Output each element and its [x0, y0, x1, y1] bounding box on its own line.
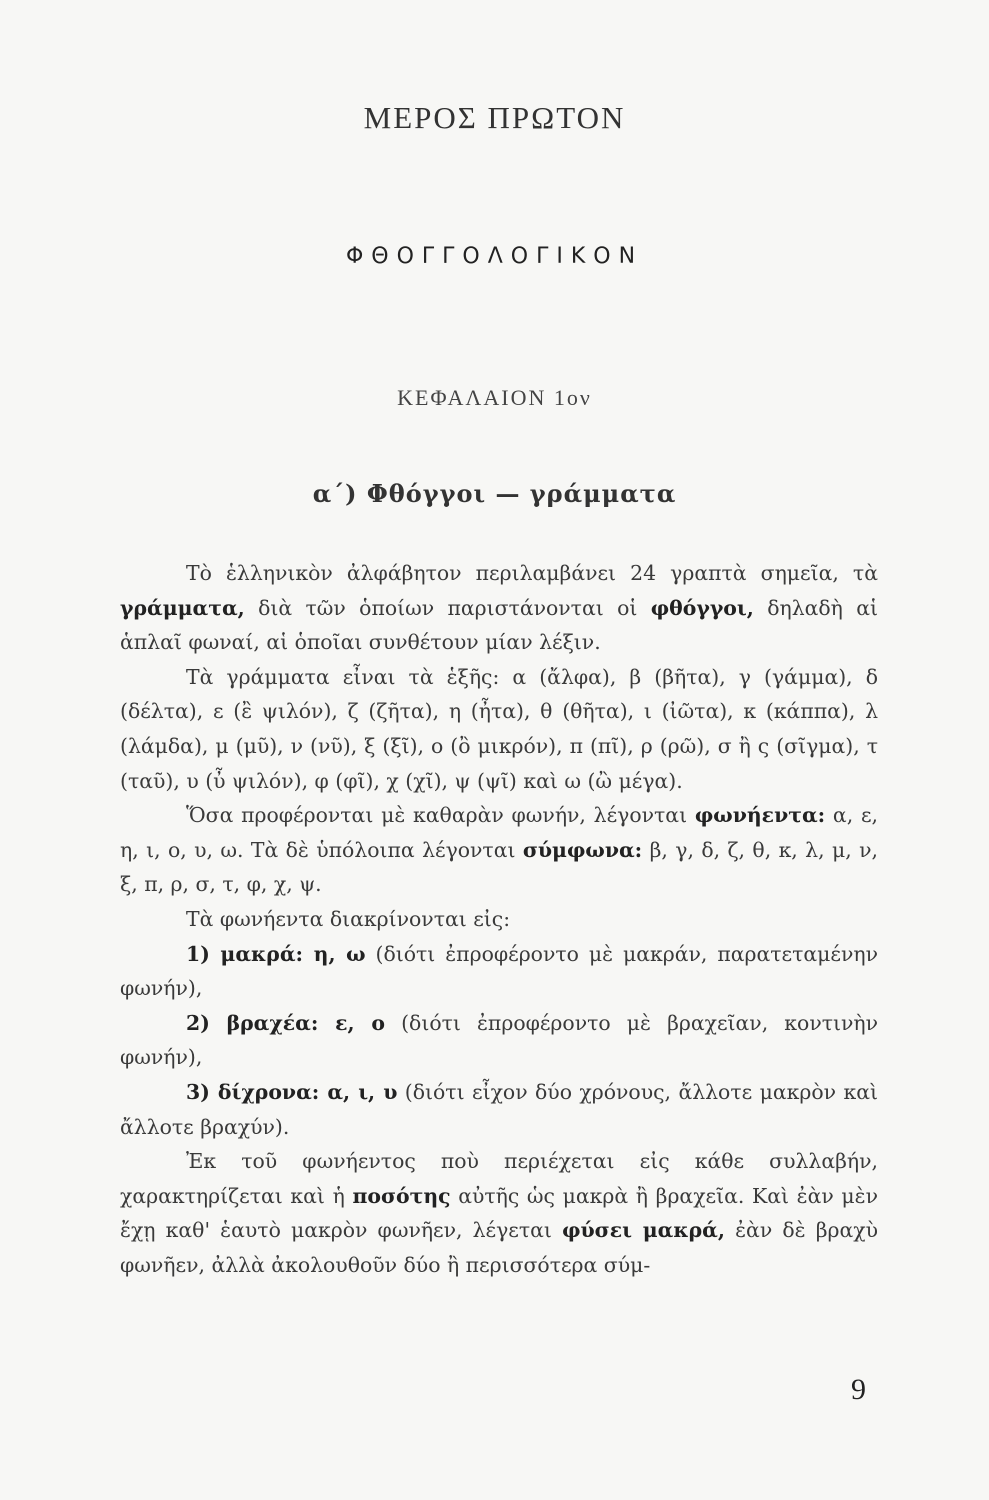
- text-run: α, ε, η, ι, ο, υ, ω. Τὰ δὲ ὑπόλοιπα λέγονται: [120, 803, 878, 862]
- paragraph-4: Τὰ φωνήεντα διακρίνονται εἰς:: [186, 906, 511, 931]
- text-run: δηλαδὴ αἱ ἁπλαῖ φωναί, αἱ ὁποῖαι συνθέτουν μίαν λέξιν.: [120, 595, 879, 655]
- text-run: Ὅσα προφέρονται μὲ καθαρὰν φωνήν, λέγονται: [186, 803, 695, 828]
- part-title: ΜΕΡΟΣ ΠΡΩΤΟΝ: [363, 100, 626, 135]
- term-dichrona: 3) δίχρονα: α, ι, υ: [186, 1079, 398, 1104]
- chapter-title: ΚΕΦΑΛΑΙΟΝ 1ον: [397, 385, 592, 410]
- paragraph-8: [120, 1144, 878, 1282]
- term-fysei-makra: φύσει μακρά,: [562, 1218, 725, 1243]
- text-run: αὐτῆς ὡς μακρὰ ἢ βραχεῖα. Καὶ ἐὰν μὲν ἔχῃ καθ' ἑαυτὸ μακρὸν φωνῆεν, λέγεται: [120, 1183, 878, 1243]
- section-title: ΦΘΟΓΓΟΛΟΓΙΚΟΝ: [345, 244, 644, 269]
- term-fonienta: φωνήεντα:: [694, 803, 826, 828]
- text-run: (διότι ἐπροφέροντο μὲ βραχεῖαν, κοντινὴν φωνήν),: [120, 1010, 879, 1070]
- body-text: [120, 556, 878, 1282]
- term-makra: 1) μακρά: η, ω: [186, 941, 366, 966]
- page-number: 9: [851, 1373, 866, 1406]
- term-symfona: σύμφωνα:: [522, 837, 643, 862]
- text-run: β, γ, δ, ζ, θ, κ, λ, μ, ν, ξ, π, ρ, σ, τ, φ, χ, ψ.: [120, 837, 878, 897]
- list-item-makra: [120, 937, 878, 1006]
- list-item-dichrona: [120, 1075, 878, 1144]
- text-run: ἐὰν δὲ βραχὺ φωνῆεν, ἀλλὰ ἀκολουθοῦν δύο ἢ περισσότερα σύμ-: [120, 1218, 878, 1277]
- paragraph-2: Τὰ γράμματα εἶναι τὰ ἑξῆς: α (ἄλφα), β (βῆτα), γ (γάμμα), δ (δέλτα), ε (ἒ ψιλόν), ζ (ζῆτα), η (ἦτα), θ (θῆτα), ι (ἰῶτα), κ (κάππα), λ (λάμδα), μ (μῦ), ν (νῦ), ξ (ξῖ), ο (ὂ μικρόν), π (πῖ), ρ (ρῶ), σ ἢ ς (σῖγμα), τ (ταῦ), υ (ὖ ψιλόν), φ (φῖ), χ (χῖ), ψ (ψῖ) καὶ ω (ὢ μέγα).: [120, 664, 878, 793]
- term-posotis: ποσότης: [352, 1183, 451, 1208]
- list-item-vrachea: [120, 1006, 878, 1075]
- text-run: Ἐκ τοῦ φωνήεντος ποὺ περιέχεται εἰς κάθε συλλαβήν, χαρακτηρίζεται καὶ ἡ: [120, 1149, 878, 1208]
- text-run: (διότι εἶχον δύο χρόνους, ἄλλοτε μακρὸν καὶ ἄλλοτε βραχύν).: [120, 1079, 878, 1139]
- subheading: α΄) Φθόγγοι — γράμματα: [312, 479, 677, 508]
- text-run: (διότι ἐπροφέροντο μὲ μακράν, παρατεταμένην φωνήν),: [120, 941, 878, 1001]
- paragraph-1: [120, 556, 878, 660]
- text-run: Τὸ ἑλληνικὸν ἀλφάβητον περιλαμβάνει 24 γραπτὰ σημεῖα, τὰ: [186, 561, 878, 585]
- term-vrachea: 2) βραχέα: ε, ο: [186, 1010, 385, 1035]
- paragraph-3: [120, 798, 878, 902]
- text-run: διὰ τῶν ὁποίων παριστάνονται οἱ: [244, 595, 651, 620]
- term-grammata: γράμματα,: [120, 595, 245, 620]
- term-fthongoi: φθόγγοι,: [650, 595, 754, 620]
